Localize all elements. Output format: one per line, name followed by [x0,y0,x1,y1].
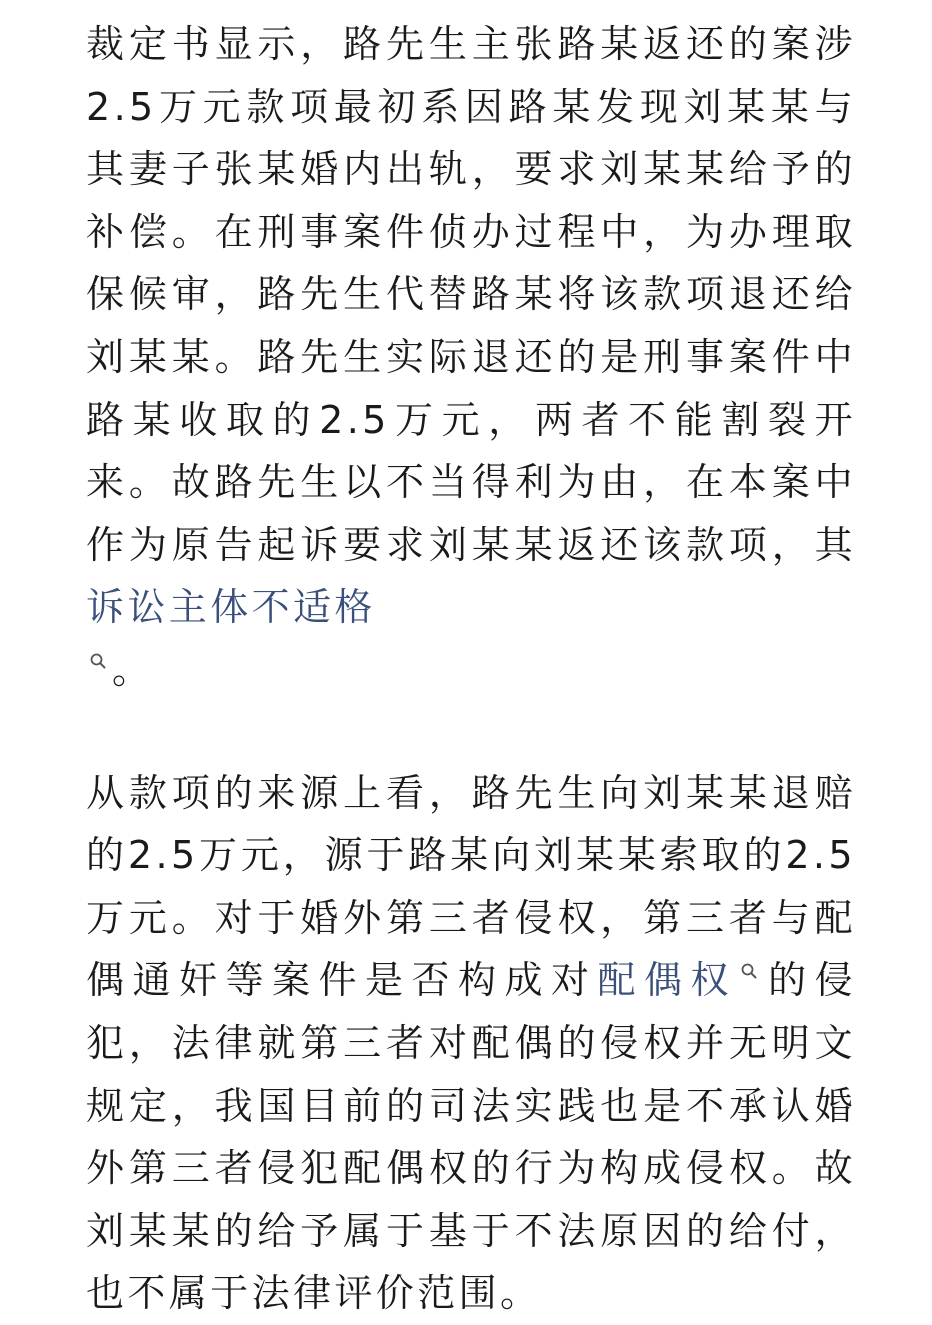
paragraph-1-text: 裁定书显示，路先生主张路某返还的案涉2.5万元款项最初系因路某发现刘某某与其妻子张某婚内出轨，要求刘某某给予的补偿。在刑事案件侦办过程中，为办理取保候审，路先生代替路某将该款项退还给刘某某。路先生实际退还的是刑事案件中路某收取的2.5万元，两者不能割裂开来。故路先生以不当得利为由，在本案中作为原告起诉要求刘某某返还该款项，其 [86,22,856,567]
paragraph-2-rest: 的侵犯，法律就第三者对配偶的侵权并无明文规定，我国目前的司法实践也是不承认婚外第三者侵犯配偶权的行为构成侵权。故刘某某的给予属于基于不法原因的给付，也不属于法律评价范围。 [86,958,856,1316]
paragraph-1 [86,0,856,702]
paragraph-2 [86,762,856,1325]
article-body [86,0,856,1325]
paragraph-1-end: 。 [112,647,154,692]
search-icon[interactable] [741,963,757,979]
paragraph-2-text: 从款项的来源上看，路先生向刘某某退赔的2.5万元，源于路某向刘某某索取的2.5万元。对于婚外第三者侵权，第三者与配偶通奸等案件是否构成对 [86,770,856,1003]
search-icon[interactable] [90,653,106,669]
keyword-link-spousal-right[interactable]: 配偶权 [597,958,737,1003]
keyword-link-litigation-subject[interactable]: 诉讼主体不适格 [86,585,376,630]
